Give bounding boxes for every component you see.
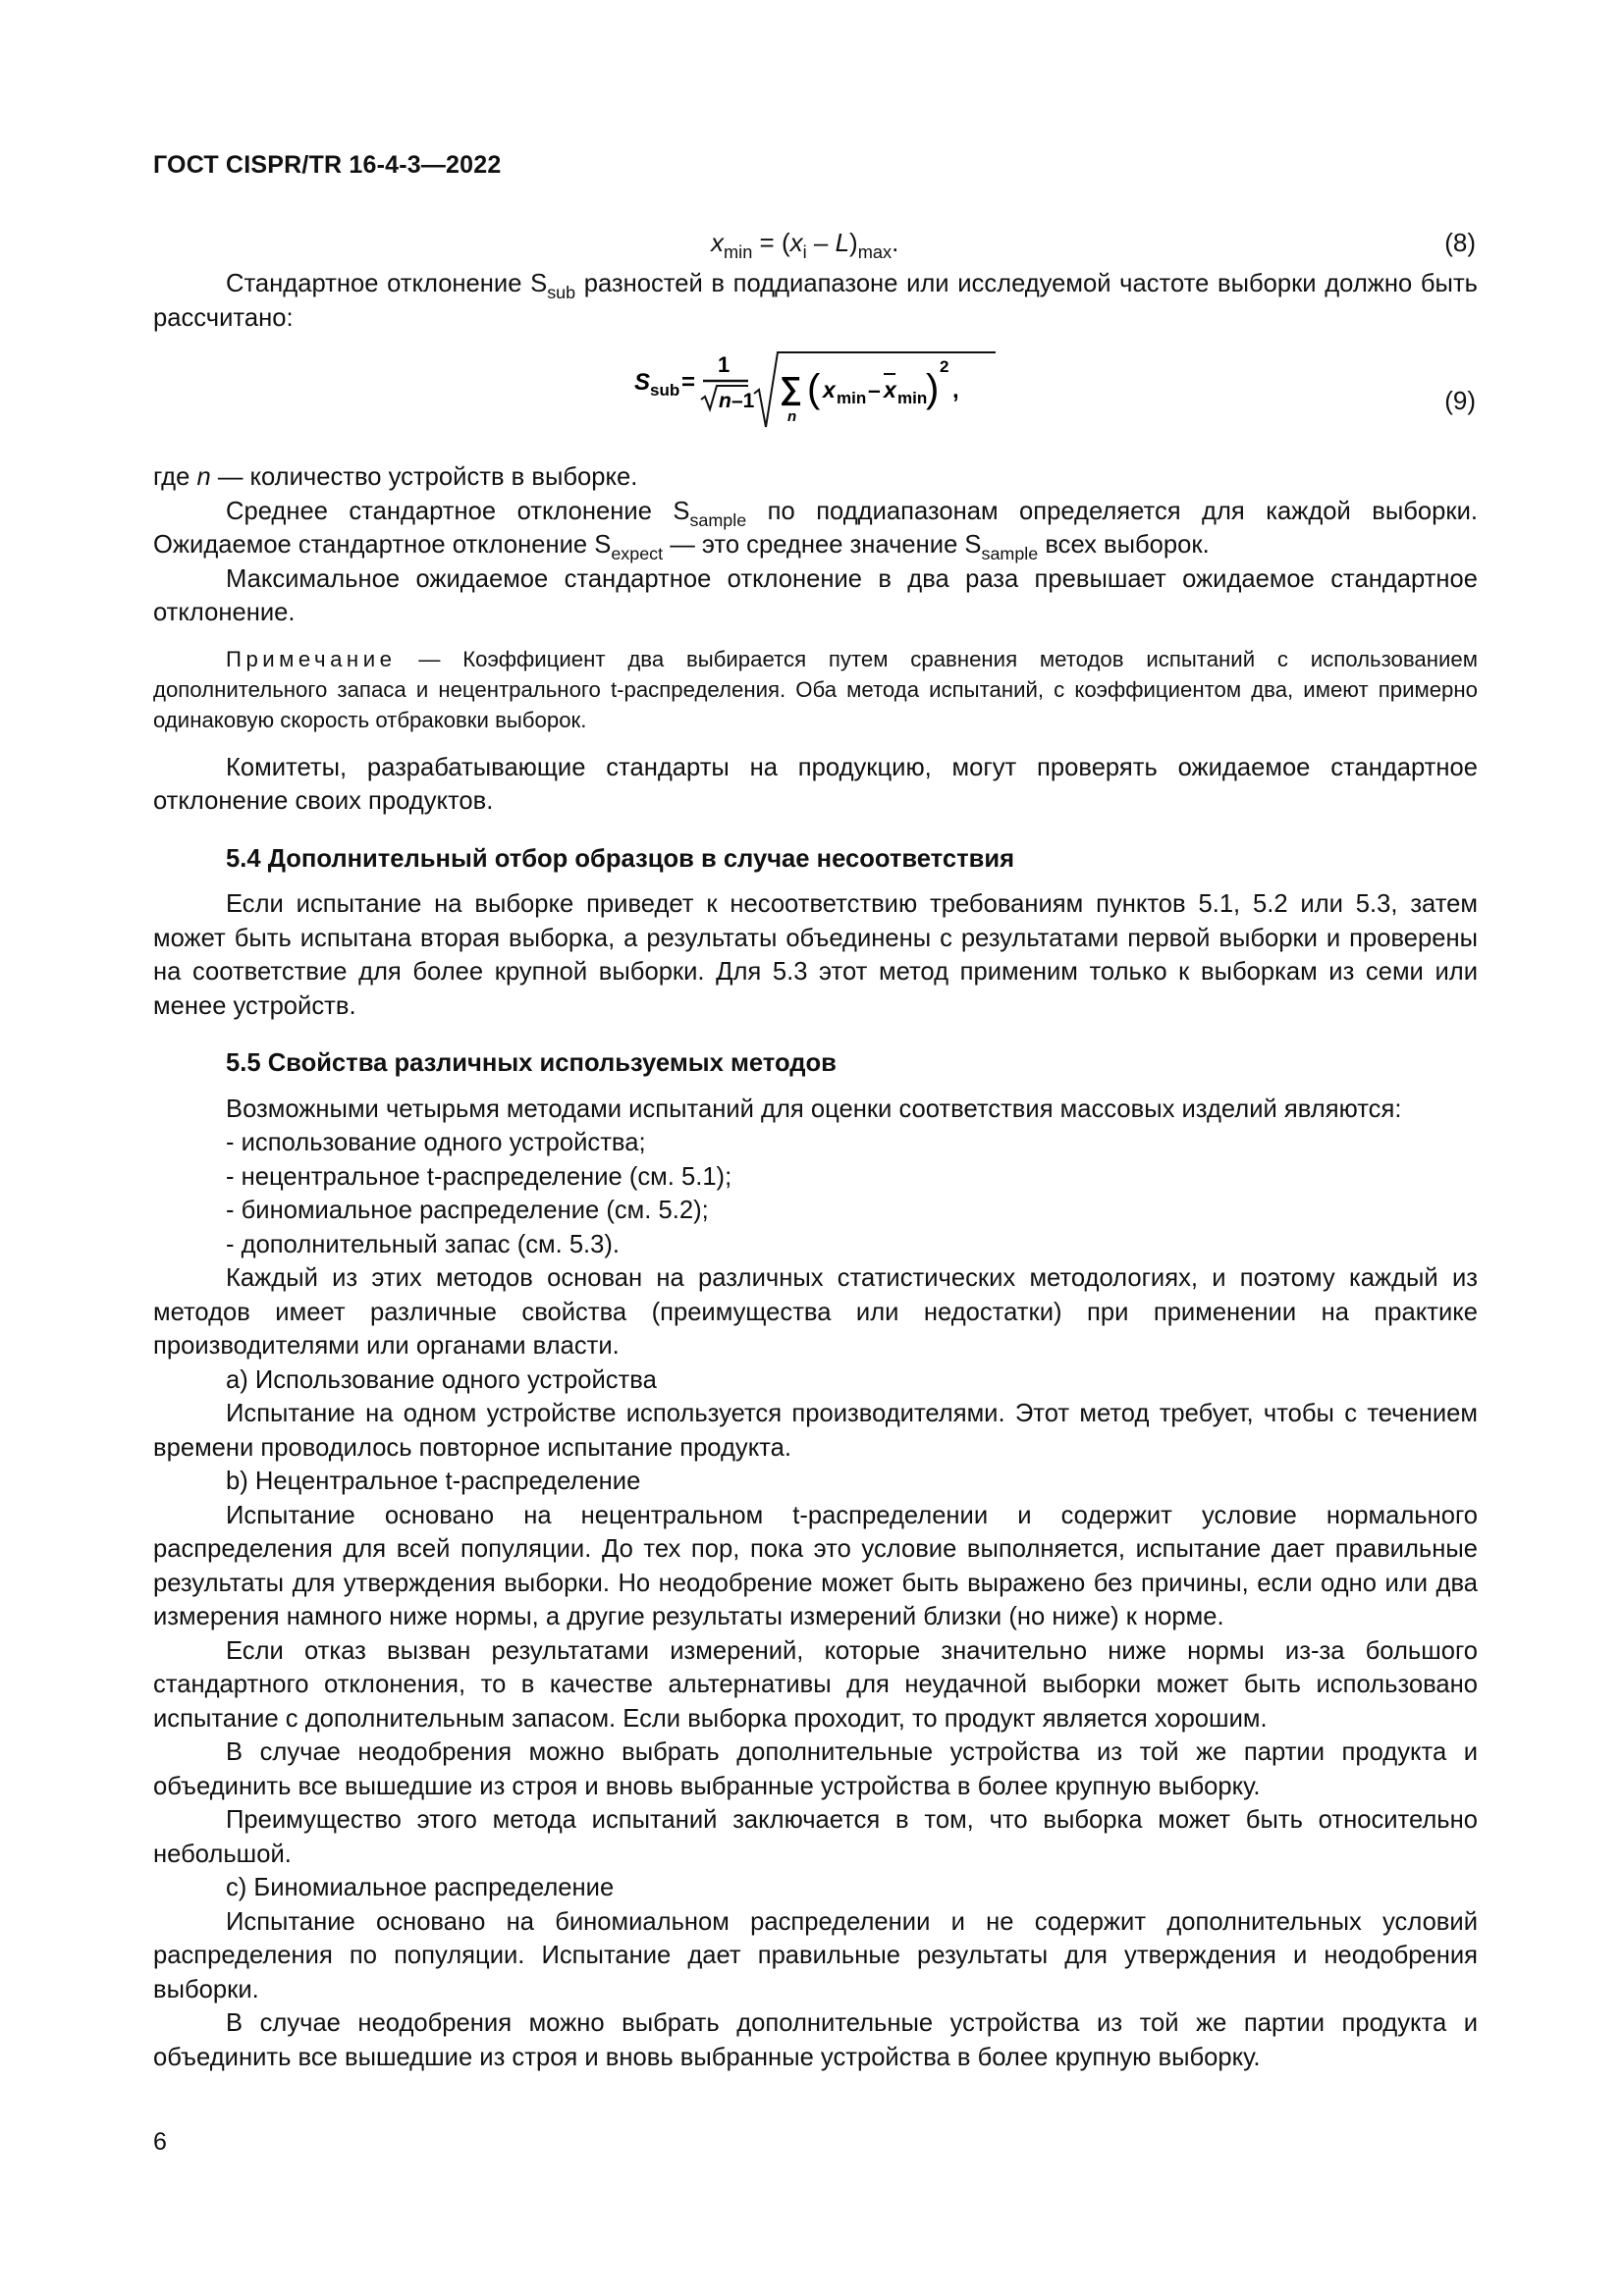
equation-9-formula (634, 343, 1047, 451)
svg-text:,: , (952, 377, 959, 403)
paragraph-failure-margin: Если отказ вызван результатами измерений, которые значительно ниже нормы из-за большого стандартного отклонения, то в качестве альтернативы для неудачной выборки может быть использовано испытание с дополнительным запасом. Если выборка проходит, то продукт является хорошим. (153, 1636, 1478, 1733)
list-item: - нецентральное t-распределение (см. 5.1); (226, 1162, 732, 1191)
svg-text:(: ( (807, 367, 821, 410)
svg-text:n: n (719, 390, 731, 412)
subheading-b: b) Нецентральное t-распределение (226, 1468, 641, 1495)
svg-text:2: 2 (940, 357, 949, 376)
svg-text:S: S (634, 369, 651, 396)
paragraph-committees: Комитеты, разрабатывающие стандарты на продукцию, могут проверять ожидаемое стандартное отклонение своих продуктов. (153, 753, 1478, 815)
svg-text:min: min (897, 389, 928, 407)
svg-text:–1: –1 (731, 390, 755, 412)
svg-text:min: min (837, 389, 867, 407)
paragraph-additional-sampling: Если испытание на выборке приведет к несоответствию требованиям пунктов 5.1, 5.2 или 5.3, затем может быть испытана вторая выборка, а результаты объединены с результатами первой выборки и проверены на соответствие для более крупной выборки. Для 5.3 этот метод применим только к выборкам из семи или менее устройств. (153, 890, 1478, 1020)
list-item: - дополнительный запас (см. 5.3). (226, 1230, 621, 1258)
page-number: 6 (153, 2128, 167, 2156)
document-body (153, 222, 1478, 2074)
note-text: — Коэффициент два выбирается путем сравнения методов испытаний с использованием дополнительного запаса и нецентрального t-распределения. Оба метода испытаний, с коэффициентом два, имеют примерно одинаковую скорость отбраковки выборок. (153, 646, 1478, 732)
equation-9 (153, 335, 1478, 460)
svg-text:sub: sub (650, 381, 680, 400)
svg-text:): ) (926, 367, 940, 410)
svg-text:x: x (884, 377, 896, 402)
section-heading-5-5: 5.5 Свойства различных используемых методов (226, 1049, 837, 1077)
equation-9-number: (9) (1444, 386, 1476, 415)
svg-text:x: x (823, 377, 836, 402)
note-label: Примечание (226, 646, 397, 671)
paragraph-methods-properties: Каждый из этих методов основан на различных статистических методологиях, и поэтому каждый из методов имеет различные свойства (преимущества или недостатки) при применении на практике производителями или органами власти. (153, 1264, 1478, 1360)
note (153, 644, 1478, 735)
svg-text:=: = (681, 369, 696, 396)
paragraph-single-device: Испытание на одном устройстве используется производителями. Этот метод требует, чтобы с течением времени проводилось повторное испытание продукта. (153, 1400, 1478, 1462)
subheading-c: c) Биномиальное распределение (226, 1874, 615, 1901)
svg-text:1: 1 (718, 352, 731, 377)
paragraph-rejection-c: В случае неодобрения можно выбрать дополнительные устройства из той же партии продукта и объединить все вышедшие из строя и вновь выбранные устройства в более крупную выборку. (153, 2009, 1478, 2071)
svg-text:n: n (787, 408, 797, 425)
svg-text:–: – (868, 377, 881, 402)
paragraph-advantage: Преимущество этого метода испытаний заключается в том, что выборка может быть относительно небольшой. (153, 1806, 1478, 1868)
section-heading-5-4: 5.4 Дополнительный отбор образцов в случае несоответствия (226, 844, 1015, 873)
list-item: - биномиальное распределение (см. 5.2); (226, 1197, 709, 1224)
paragraph-max-expected: Максимальное ожидаемое стандартное отклонение в два раза превышает ожидаемое стандартное отклонение. (153, 564, 1478, 626)
paragraph-std-dev-intro: Стандартное отклонение $S_{sub}$ разностей в поддиапазоне или исследуемой частоте выборки должно быть рассчитано: (153, 270, 1479, 332)
list-item: - использование одного устройства; (226, 1129, 646, 1156)
paragraph-four-methods: Возможными четырьмя методами испытаний для оценки соответствия массовых изделий являются: (226, 1095, 1402, 1123)
paragraph-rejection-b: В случае неодобрения можно выбрать дополнительные устройства из той же партии продукта и объединить все вышедшие из строя и вновь выбранные устройства в более крупную выборку. (153, 1738, 1478, 1800)
paragraph-binomial: Испытание основано на биномиальном распределении и не содержит дополнительных условий распределения по популяции. Испытание дает правильные результаты для утверждения и неодобрения выборки. (153, 1907, 1478, 2003)
equation-8-number: (8) (1444, 228, 1476, 257)
equation-8 (153, 222, 1478, 267)
svg-text:∑: ∑ (780, 370, 802, 405)
paragraph-noncentral-t: Испытание основано на нецентральном t-распределении и содержит условие нормального распределения для всей популяции. До тех пор, пока это условие выполняется, испытание дает правильные результаты для утверждения выборки. Но неодобрение может быть выражено без причины, если одно или два измерения намного ниже нормы, а другие результаты измерений близки (но ниже) к норме. (153, 1501, 1478, 1630)
paragraph-mean-std-dev: Среднее стандартное отклонение $S_{sample}$ по поддиапазонам определяется для каждой выборки. Ожидаемое стандартное отклонение $S_{expect}$ — это среднее значение $S_{sample}$ всех выборок. (153, 497, 1478, 563)
methods-list (153, 1126, 1478, 1261)
paragraph-where-n: где n — количество устройств в выборке. (153, 463, 638, 491)
equation-8-formula: $x_{min} = (x_i - L)_{max}$. (711, 228, 899, 262)
document-header: ГОСТ CISPR/TR 16-4-3—2022 (153, 151, 502, 179)
subheading-a: a) Использование одного устройства (226, 1365, 657, 1394)
